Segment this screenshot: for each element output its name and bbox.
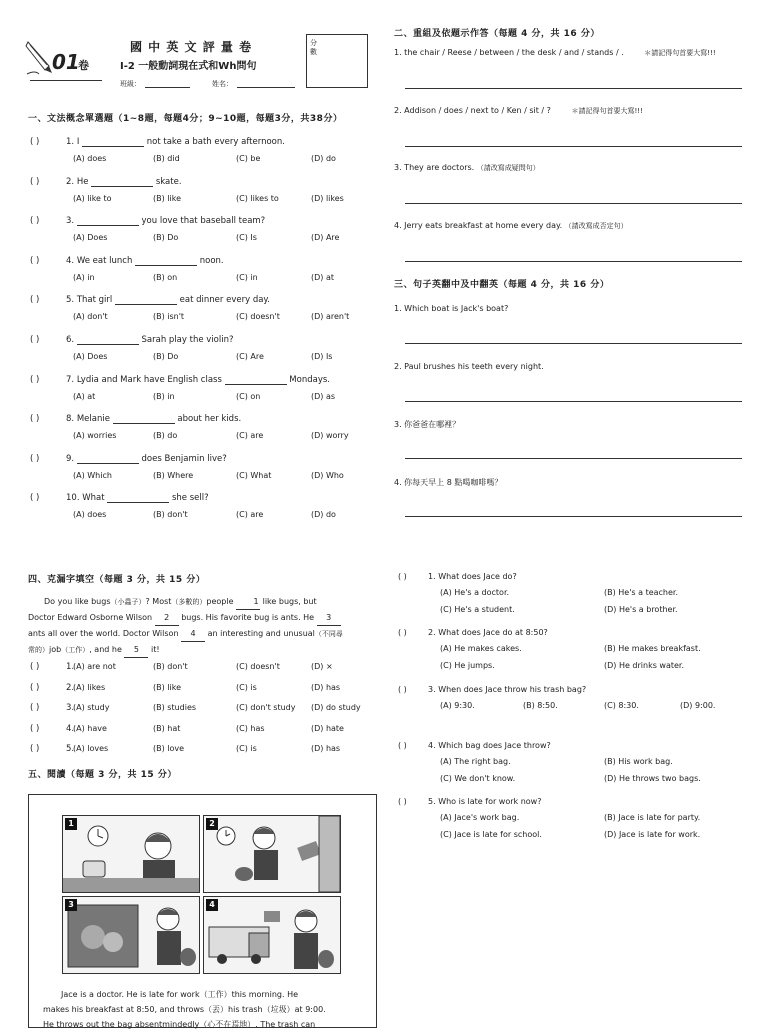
option-a[interactable]: (A) don't xyxy=(73,312,108,322)
question-pre-text: We eat lunch xyxy=(76,255,133,266)
question-10 xyxy=(30,493,209,503)
option-b[interactable]: (B) don't xyxy=(153,510,188,520)
cloze-question-5 xyxy=(30,744,74,754)
cloze-question-3 xyxy=(30,703,74,713)
option-d[interactable]: (D) as xyxy=(311,391,336,401)
option-a[interactable]: (A) Does xyxy=(73,352,108,361)
question-4 xyxy=(30,256,224,266)
answer-paren[interactable]: ( ) xyxy=(30,723,40,734)
option-d[interactable]: (D) has xyxy=(311,682,341,692)
answer-blank[interactable] xyxy=(77,335,139,345)
option-d[interactable]: (D) Who xyxy=(311,470,344,480)
passage-line-4: 常的）job（工作）, and he 5 it! xyxy=(28,642,378,658)
option-b[interactable]: (B) Do xyxy=(153,233,179,243)
section5-title: 五、閱讀（每題 3 分，共 15 分） xyxy=(28,770,177,780)
option-b[interactable]: (B) on xyxy=(153,272,178,282)
answer-paren[interactable]: ( ) xyxy=(398,797,407,807)
panel-number-4: 4 xyxy=(206,899,218,911)
passage-line-3: ants all over the world. Doctor Wilson 4 an interesting and unusual（不同尋 xyxy=(28,626,378,642)
rewrite-note: （請改寫成疑問句） xyxy=(476,164,540,172)
question-text: What does Jace do? xyxy=(438,572,517,581)
question-post-text: you love that baseball team? xyxy=(141,216,266,227)
option-b[interactable]: (B) He makes breakfast. xyxy=(604,644,701,654)
garbage-truck-illustration xyxy=(63,897,199,973)
option-b[interactable]: (B) 8:50. xyxy=(523,700,558,710)
question-2 xyxy=(30,177,182,187)
translate-item-2: 2. Paul brushes his teeth every night. xyxy=(394,362,544,371)
section3-title: 三、句子英翻中及中翻英（每題 4 分，共 16 分） xyxy=(394,280,610,290)
truck-with-bag-illustration xyxy=(204,897,340,973)
question-pre-text: What xyxy=(82,493,105,504)
answer-blank[interactable] xyxy=(107,493,169,503)
option-d[interactable]: (D) hate xyxy=(311,723,344,733)
question-number: 6. xyxy=(66,335,75,345)
rewrite-prompt: 4. Jerry eats breakfast at home every day. xyxy=(394,221,563,230)
option-c[interactable]: (C) has xyxy=(236,723,265,733)
answer-paren[interactable]: ( ) xyxy=(30,295,40,306)
class-label: 班級： xyxy=(120,80,141,88)
question-3 xyxy=(30,216,265,226)
option-c[interactable]: (C) Is xyxy=(236,233,257,243)
option-a[interactable]: (A) He's a doctor. xyxy=(440,588,510,597)
reading-question-5 xyxy=(398,797,541,806)
question-number: 4. xyxy=(66,255,75,266)
answer-paren[interactable]: ( ) xyxy=(30,335,40,345)
option-a[interactable]: (A) does xyxy=(73,154,107,163)
rewrite-item-2 xyxy=(394,106,643,116)
option-b[interactable]: (B) Where xyxy=(153,470,194,480)
option-a[interactable]: (A) does xyxy=(73,510,107,520)
score-box[interactable] xyxy=(306,34,368,88)
rewrite-note: （請改寫成否定句） xyxy=(564,222,628,230)
question-text: Who is late for work now? xyxy=(438,797,542,807)
question-post-text: about her kids. xyxy=(177,414,242,425)
option-a[interactable]: (A) have xyxy=(73,723,107,733)
option-b[interactable]: (B) in xyxy=(153,391,175,401)
option-a[interactable]: (A) Which xyxy=(73,470,112,480)
option-b[interactable]: (B) do xyxy=(153,431,178,441)
header-divider xyxy=(30,80,102,81)
option-b[interactable]: (B) like xyxy=(153,682,181,692)
option-d[interactable]: (D) Are xyxy=(311,233,340,243)
reading-question-1 xyxy=(398,572,517,581)
rewrite-note: ＊請記得句首要大寫!!! xyxy=(644,49,716,57)
answer-paren[interactable]: ( ) xyxy=(30,137,40,147)
answer-blank[interactable] xyxy=(135,256,197,266)
comic-panel-2 xyxy=(203,815,341,893)
reading-question-2 xyxy=(398,628,548,637)
question-post-text: Mondays. xyxy=(289,374,330,385)
question-post-text: skate. xyxy=(155,176,182,187)
question-post-text: she sell? xyxy=(171,493,209,504)
question-post-text: noon. xyxy=(199,255,224,266)
question-number: 2. xyxy=(66,682,75,693)
answer-line-2[interactable] xyxy=(405,146,742,147)
option-b[interactable]: (B) He's a teacher. xyxy=(604,588,679,597)
answer-paren[interactable]: ( ) xyxy=(398,572,407,581)
rewrite-item-1 xyxy=(394,48,716,58)
option-b[interactable]: (B) Jace is late for party. xyxy=(604,813,701,823)
option-d[interactable]: (D) Jace is late for work. xyxy=(604,830,701,840)
option-b[interactable]: (B) studies xyxy=(153,703,197,713)
question-number: 5. xyxy=(66,295,75,306)
option-d[interactable]: (D) He throws two bags. xyxy=(604,773,701,783)
cloze-passage xyxy=(28,594,378,658)
comic-panel-4 xyxy=(203,896,341,974)
question-number: 1. xyxy=(66,662,75,672)
option-d[interactable]: (D) aren't xyxy=(311,312,350,322)
option-a[interactable]: (A) 9:30. xyxy=(440,700,475,710)
answer-paren[interactable]: ( ) xyxy=(30,703,40,714)
answer-paren[interactable]: ( ) xyxy=(30,216,40,227)
answer-blank[interactable] xyxy=(77,454,139,464)
option-c[interactable]: (C) He's a student. xyxy=(440,605,515,614)
question-pre-text: That girl xyxy=(76,295,113,306)
rewrite-prompt: 2. Addison / does / next to / Ken / sit / ? xyxy=(394,106,551,115)
passage-line-2: Doctor Edward Osborne Wilson 2 bugs. His favorite bug is ants. He 3 xyxy=(28,610,378,626)
option-d[interactable]: (D) do xyxy=(311,154,336,163)
cloze-blank-4[interactable]: 4 xyxy=(181,626,205,642)
question-text: When does Jace throw his trash bag? xyxy=(438,684,587,694)
answer-blank[interactable] xyxy=(82,137,144,147)
option-d[interactable]: (D) at xyxy=(311,272,334,282)
option-c[interactable]: (C) What xyxy=(236,470,272,480)
question-number: 5. xyxy=(428,797,436,807)
question-pre-text: Lydia and Mark have English class xyxy=(76,374,222,385)
cloze-question-4 xyxy=(30,724,74,734)
pen-logo xyxy=(25,40,55,76)
option-c[interactable]: (C) doesn't xyxy=(236,662,280,671)
option-d[interactable]: (D) has xyxy=(311,744,341,754)
option-d[interactable]: (D) worry xyxy=(311,431,349,441)
answer-paren[interactable]: ( ) xyxy=(398,740,407,750)
option-c[interactable]: (C) are xyxy=(236,431,264,441)
rewrite-note: ＊請記得句首要大寫!!! xyxy=(571,107,643,115)
exam-title: 國 中 英 文 評 量 卷 xyxy=(130,40,253,54)
comic-panel-1 xyxy=(62,815,200,893)
option-b[interactable]: (B) did xyxy=(153,154,180,163)
option-b[interactable]: (B) like xyxy=(153,193,181,203)
passage-line-1: Do you like bugs（小蟲子）? Most（多數的）people 1 like bugs, but xyxy=(28,594,378,610)
option-c[interactable]: (C) doesn't xyxy=(236,312,280,322)
option-a[interactable]: (A) The right bag. xyxy=(440,756,511,766)
question-number: 1. xyxy=(428,572,436,581)
panel-number-1: 1 xyxy=(65,818,77,830)
answer-line-3[interactable] xyxy=(405,203,742,204)
question-1 xyxy=(30,137,285,147)
translate-line-1[interactable] xyxy=(405,343,742,344)
answer-paren[interactable]: ( ) xyxy=(30,662,40,672)
question-number: 1. xyxy=(66,137,75,147)
option-d[interactable]: (D) He drinks water. xyxy=(604,661,685,671)
option-d[interactable]: (D) Is xyxy=(311,352,333,361)
pen-icon xyxy=(25,40,55,76)
section2-title: 二、重組及依題示作答（每題 4 分，共 16 分） xyxy=(394,29,600,39)
option-c[interactable]: (C) is xyxy=(236,682,257,692)
answer-paren[interactable]: ( ) xyxy=(30,176,40,187)
answer-blank[interactable] xyxy=(115,295,177,305)
option-a[interactable]: (A) are not xyxy=(73,662,116,671)
cloze-question-1 xyxy=(30,662,74,672)
option-c[interactable]: (C) in xyxy=(236,272,258,282)
option-a[interactable]: (A) worries xyxy=(73,431,117,441)
answer-paren[interactable]: ( ) xyxy=(30,414,40,425)
cloze-blank-1[interactable]: 1 xyxy=(236,594,260,610)
question-number: 2. xyxy=(428,628,436,638)
answer-line-4[interactable] xyxy=(405,261,742,262)
option-a[interactable]: (A) in xyxy=(73,272,95,282)
option-c[interactable]: (C) Are xyxy=(236,352,264,361)
option-a[interactable]: (A) like to xyxy=(73,193,112,203)
question-pre-text: I xyxy=(76,137,80,147)
doctor-breakfast-illustration xyxy=(63,816,199,892)
rewrite-prompt: 1. the chair / Reese / between / the desk / and / stands / . xyxy=(394,48,624,57)
option-b[interactable]: (B) isn't xyxy=(153,312,185,322)
question-number: 2. xyxy=(66,176,75,187)
answer-blank[interactable] xyxy=(113,414,175,424)
question-pre-text: Melanie xyxy=(76,414,110,425)
question-5 xyxy=(30,295,270,305)
option-d[interactable]: (D) do study xyxy=(311,703,361,713)
reading-question-4 xyxy=(398,741,551,750)
option-a[interactable]: (A) likes xyxy=(73,682,106,692)
option-c[interactable]: (C) are xyxy=(236,510,264,520)
option-d[interactable]: (D) × xyxy=(311,662,333,671)
answer-blank[interactable] xyxy=(91,177,153,187)
question-pre-text: He xyxy=(76,176,89,187)
question-number: 3. xyxy=(428,684,436,694)
option-c[interactable]: (C) don't study xyxy=(236,703,296,713)
answer-line-1[interactable] xyxy=(405,88,742,89)
option-b[interactable]: (B) don't xyxy=(153,662,188,671)
reading-box xyxy=(28,794,377,1028)
exam-subtitle: I-2 一般動詞現在式和Wh問句 xyxy=(120,61,257,72)
story-line-2: makes his breakfast at 8:50, and throws（丟）his trash（垃圾）at 9:00. xyxy=(43,1005,326,1014)
score-label: 分數 xyxy=(310,39,317,56)
cloze-blank-3[interactable]: 3 xyxy=(317,610,341,626)
answer-paren[interactable]: ( ) xyxy=(30,374,40,385)
panel-number-2: 2 xyxy=(206,818,218,830)
cloze-question-2 xyxy=(30,683,74,693)
answer-blank[interactable] xyxy=(77,216,139,226)
story-text xyxy=(43,987,363,1032)
question-number: 3. xyxy=(66,216,75,227)
question-text: Which bag does Jace throw? xyxy=(438,740,551,750)
cloze-blank-2[interactable]: 2 xyxy=(155,610,179,626)
class-field[interactable] xyxy=(145,87,190,88)
question-post-text: not take a bath every afternoon. xyxy=(146,137,285,147)
question-number: 9. xyxy=(66,453,75,464)
option-c[interactable]: (C) We don't know. xyxy=(440,773,516,783)
option-b[interactable]: (B) hat xyxy=(153,723,181,733)
option-a[interactable]: (A) He makes cakes. xyxy=(440,644,522,654)
option-c[interactable]: (C) is xyxy=(236,744,257,754)
exam-badge-suffix: 卷 xyxy=(78,59,89,72)
story-line-3: He throws out the bag absentmindedly（心不在焉地）. The trash can xyxy=(43,1020,316,1029)
doctor-leaving-illustration xyxy=(204,816,340,892)
option-d[interactable]: (D) do xyxy=(311,510,336,520)
question-6 xyxy=(30,335,234,345)
option-c[interactable]: (C) on xyxy=(236,391,261,401)
translate-item-4: 4. 你每天早上 8 點喝咖啡嗎？ xyxy=(394,478,503,487)
option-a[interactable]: (A) Jace's work bag. xyxy=(440,813,520,823)
option-d[interactable]: (D) He's a brother. xyxy=(604,605,678,614)
translate-line-2[interactable] xyxy=(405,401,742,402)
option-b[interactable]: (B) Do xyxy=(153,352,179,361)
answer-blank[interactable] xyxy=(225,375,287,385)
rewrite-item-4 xyxy=(394,221,628,231)
translate-item-3: 3. 你爸爸在哪裡？ xyxy=(394,420,461,429)
question-post-text: does Benjamin live? xyxy=(141,453,227,464)
question-text: What does Jace do at 8:50? xyxy=(438,628,548,638)
translate-line-3[interactable] xyxy=(405,458,742,459)
section1-title: 一、文法概念單選題（1~8題，每題4分；9~10題，每題3分，共38分） xyxy=(28,114,343,124)
option-c[interactable]: (C) likes to xyxy=(236,193,279,203)
name-field[interactable] xyxy=(237,87,295,88)
option-a[interactable]: (A) at xyxy=(73,391,96,401)
option-a[interactable]: (A) Does xyxy=(73,233,108,243)
question-number: 10. xyxy=(66,493,80,504)
option-a[interactable]: (A) study xyxy=(73,703,110,713)
answer-paren[interactable]: ( ) xyxy=(30,255,40,266)
exam-badge-number: 01 xyxy=(52,50,80,74)
translate-line-4[interactable] xyxy=(405,516,742,517)
answer-paren[interactable]: ( ) xyxy=(398,628,407,638)
option-c[interactable]: (C) 8:30. xyxy=(604,700,639,710)
question-9 xyxy=(30,454,227,464)
option-c[interactable]: (C) be xyxy=(236,154,261,163)
panel-number-3: 3 xyxy=(65,899,77,911)
question-number: 8. xyxy=(66,414,75,425)
section4-title: 四、克漏字填空（每題 3 分，共 15 分） xyxy=(28,575,206,585)
answer-paren[interactable]: ( ) xyxy=(30,453,40,464)
option-a[interactable]: (A) loves xyxy=(73,744,109,754)
translate-item-1: 1. Which boat is Jack's boat? xyxy=(394,304,509,313)
question-number: 5. xyxy=(66,744,75,755)
rewrite-prompt: 3. They are doctors. xyxy=(394,163,475,172)
option-b[interactable]: (B) His work bag. xyxy=(604,756,673,766)
answer-paren[interactable]: ( ) xyxy=(30,744,40,755)
question-number: 4. xyxy=(66,723,75,734)
option-d[interactable]: (D) 9:00. xyxy=(680,700,716,710)
story-line-1: Jace is a doctor. He is late for work（工作）this morning. He xyxy=(61,990,299,999)
answer-paren[interactable]: ( ) xyxy=(398,684,407,694)
question-post-text: Sarah play the violin? xyxy=(141,335,234,345)
rewrite-item-3 xyxy=(394,163,540,173)
question-number: 3. xyxy=(66,703,75,714)
option-c[interactable]: (C) Jace is late for school. xyxy=(440,830,542,840)
question-8 xyxy=(30,414,241,424)
option-b[interactable]: (B) love xyxy=(153,744,185,754)
name-label: 姓名： xyxy=(212,80,233,88)
answer-paren[interactable]: ( ) xyxy=(30,493,40,504)
question-post-text: eat dinner every day. xyxy=(179,295,270,306)
cloze-blank-5[interactable]: 5 xyxy=(124,642,148,658)
question-7 xyxy=(30,375,330,385)
question-number: 4. xyxy=(428,740,436,750)
option-c[interactable]: (C) He jumps. xyxy=(440,661,495,671)
comic-panel-3 xyxy=(62,896,200,974)
question-number: 7. xyxy=(66,374,75,385)
option-d[interactable]: (D) likes xyxy=(311,193,344,203)
answer-paren[interactable]: ( ) xyxy=(30,682,40,693)
reading-question-3 xyxy=(398,685,586,694)
